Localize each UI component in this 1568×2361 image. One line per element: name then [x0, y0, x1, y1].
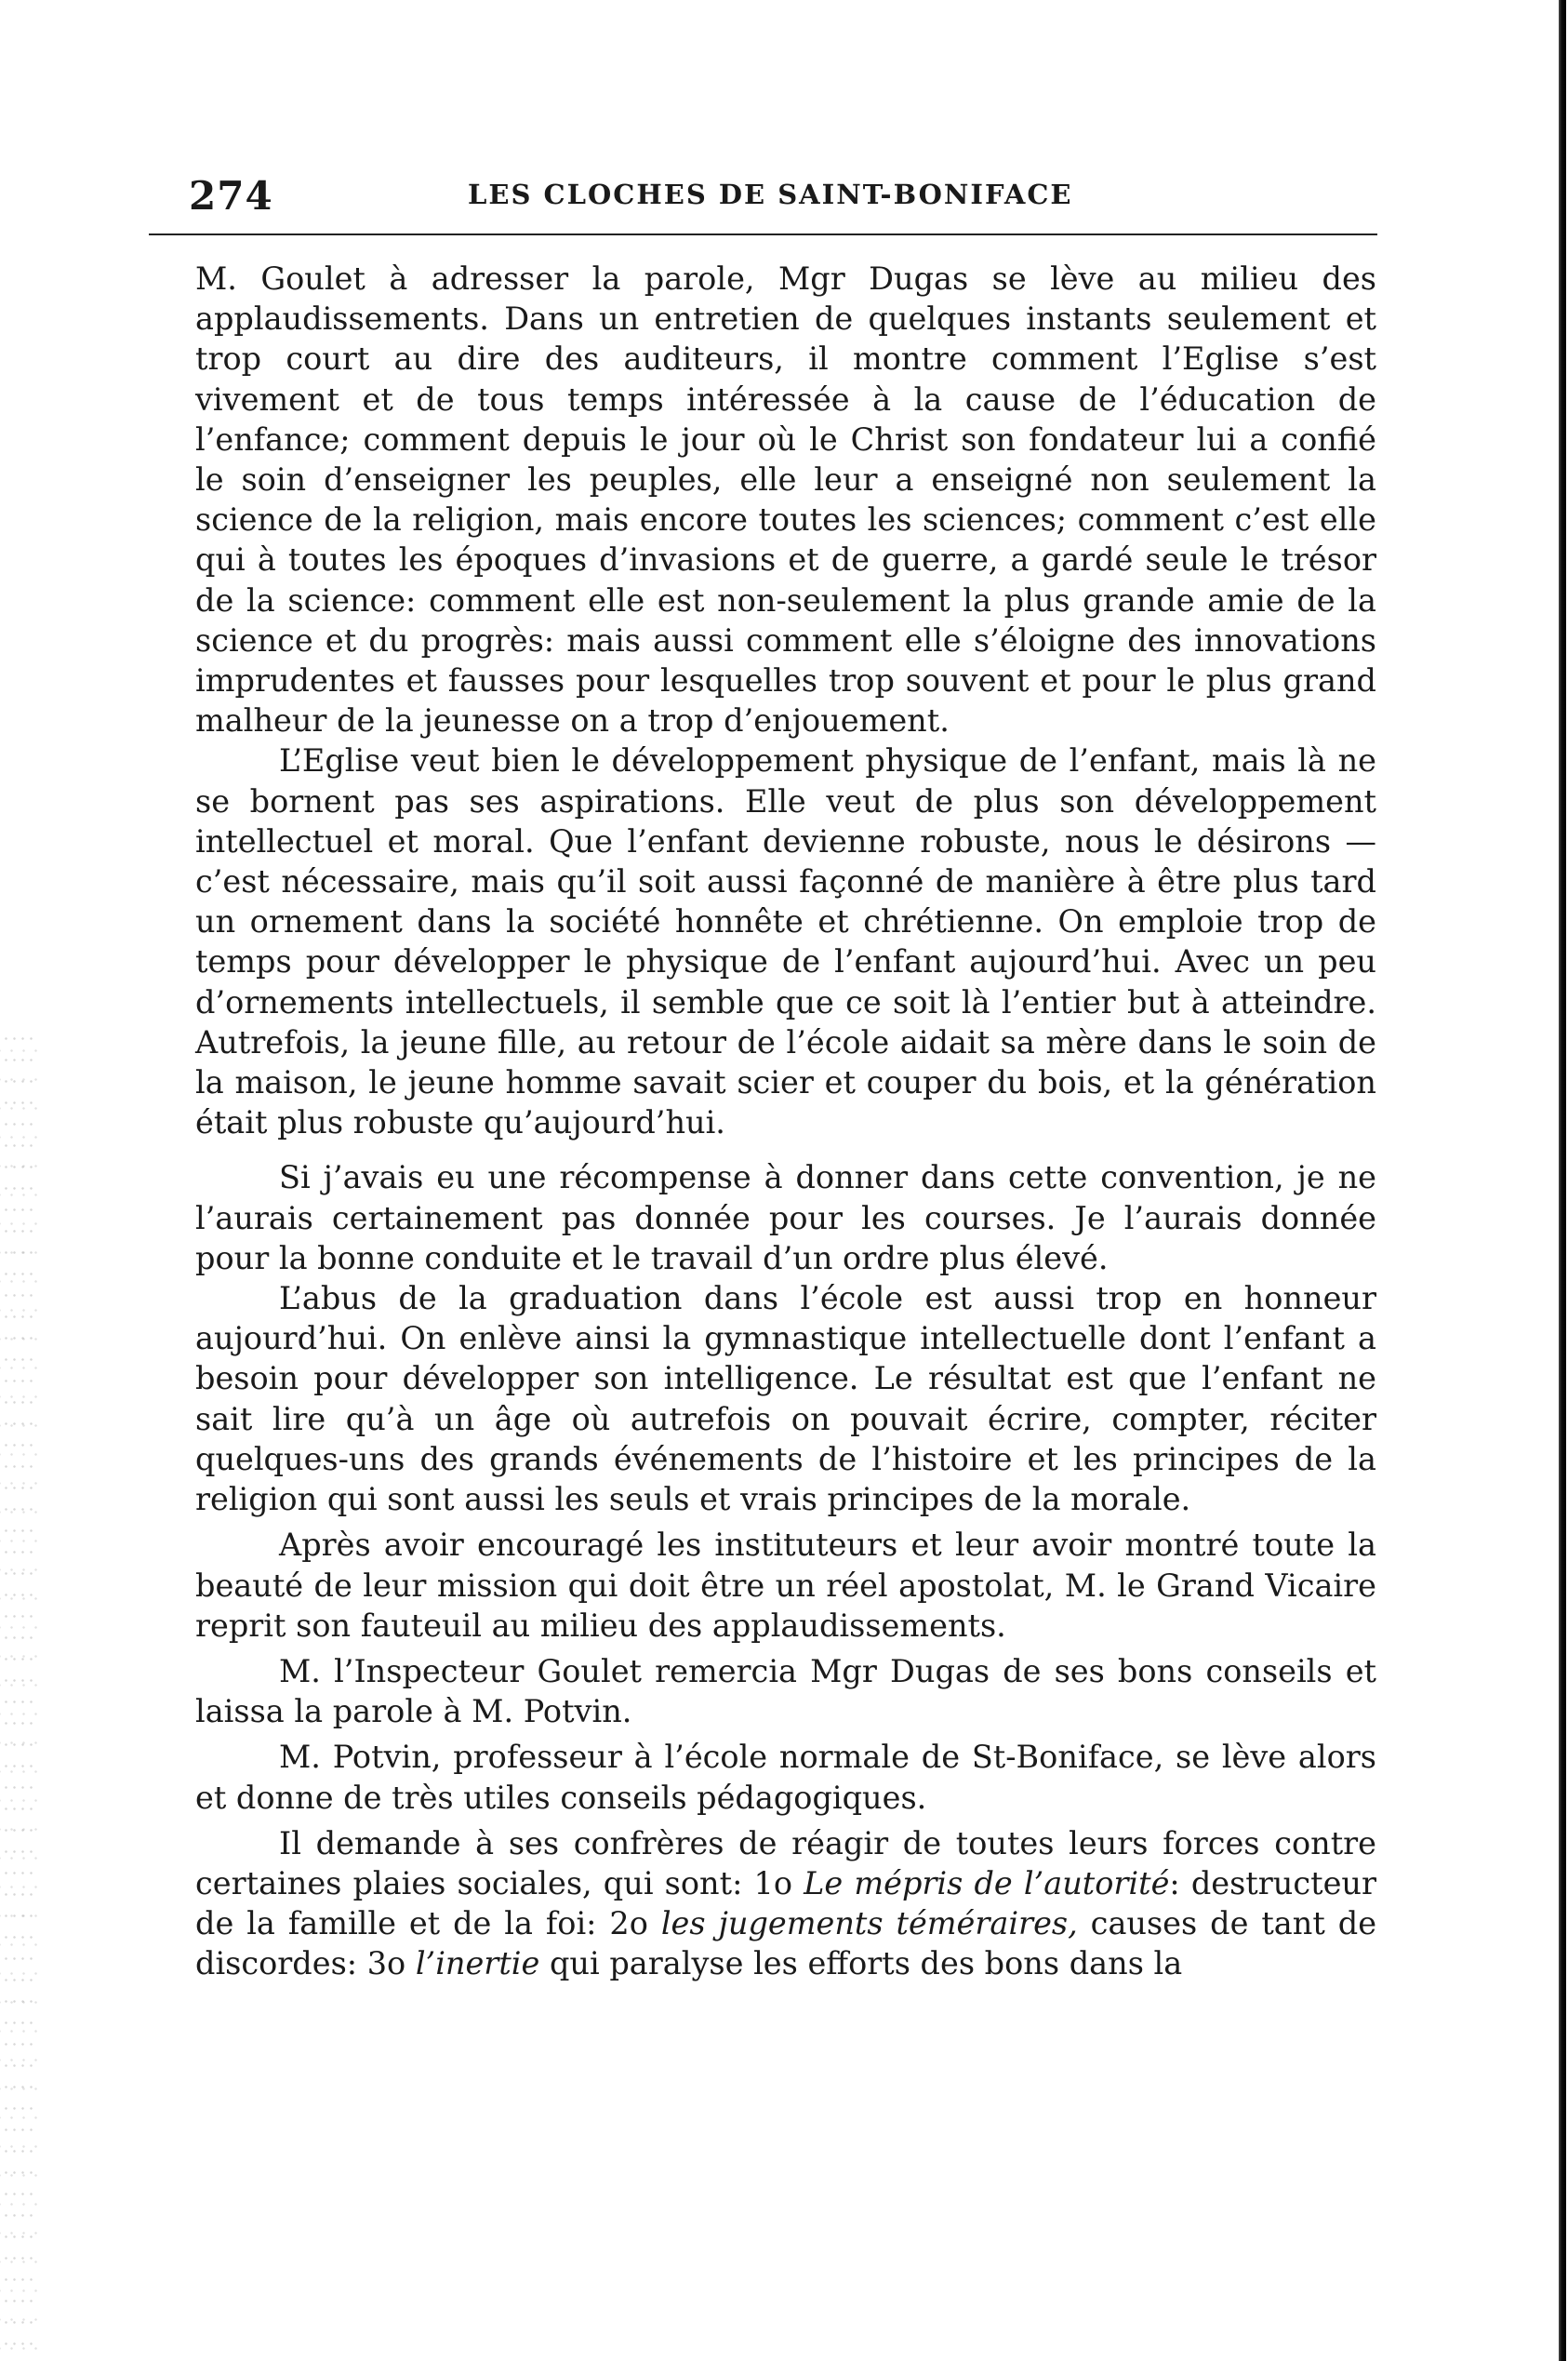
scan-noise [0, 1023, 37, 2361]
running-title: LES CLOCHES DE SAINT-BONIFACE [468, 179, 1073, 210]
paragraph-text: causes de tant de discordes: 3o [195, 1905, 1377, 1982]
paragraph [195, 1823, 1376, 1984]
emphasis-text: les jugements téméraires, [660, 1905, 1078, 1942]
emphasis-text: Le mépris de l’autorité [804, 1864, 1170, 1901]
paragraph: M. l’Inspecteur Goulet remercia Mgr Dugas de ses bons conseils et laissa la parole à M. Potvin. [195, 1652, 1376, 1730]
header-rule [149, 233, 1377, 235]
paragraph: L’abus de la graduation dans l’école est aussi trop en honneur aujourd’hui. On enlève ainsi la gymnastique intellectuelle dont l’enfant a besoin pour développer son intelligence. Le résultat est que l’enfant ne sait lire qu’à un âge où autrefois on pouvait écrire, compter, réciter quelques-uns des grands événements de l’histoire et les principes de la religion qui sont aussi les seuls et vrais principes de la morale. [195, 1280, 1376, 1518]
paragraph: M. Potvin, professeur à l’école normale de St-Boniface, se lève alors et donne de très utiles conseils pédagogiques. [195, 1739, 1376, 1816]
paragraph-text: Il demande à ses confrères de réagir de toutes leurs forces contre certaines plaies sociales, qui sont: 1o [195, 1824, 1376, 1901]
emphasis-text: l’inertie [415, 1945, 540, 1982]
paragraph: M. Goulet à adresser la parole, Mgr Dugas se lève au milieu des applaudissements. Dans un entretien de quelques instants seulement et trop court au dire des auditeurs, il montre comment l’Eglise s’est vivement et de tous temps intéressée à la cause de l’éducation de l’enfance; comment depuis le jour où le Christ son fondateur lui a confié le soin d’enseigner les peuples, elle leur a enseigné non seulement la science de la religion, mais encore toutes les sciences; comment c’est elle qui à toutes les époques d’invasions et de guerre, a gardé seule le trésor de la science: comment elle est non-seulement la plus grande amie de la science et du progrès: mais aussi comment elle s’éloigne des innovations imprudentes et fausses pour lesquelles trop souvent et pour le plus grand malheur de la jeunesse on a trop d’enjouement. [195, 260, 1376, 740]
paragraph-text: : destructeur de la famille et de la foi: 2o [195, 1864, 1376, 1942]
page-number: 274 [189, 173, 273, 219]
paragraph-text: qui paralyse les efforts des bons dans la [539, 1945, 1183, 1982]
page-edge-shadow [1559, 0, 1566, 2361]
page-header [189, 173, 1377, 220]
body-text [195, 259, 1376, 1984]
paragraph: Si j’avais eu une récompense à donner dans cette convention, je ne l’aurais certainement pas donnée pour les courses. Je l’aurais donnée pour la bonne conduite et le travail d’un ordre plus élevé. [195, 1159, 1376, 1276]
paragraph: L’Eglise veut bien le développement physique de l’enfant, mais là ne se bornent pas ses aspirations. Elle veut de plus son développement intellectuel et moral. Que l’enfant devienne robuste, nous le désirons — c’est nécessaire, mais qu’il soit aussi façonné de manière à être plus tard un ornement dans la société honnête et chrétienne. On emploie trop de temps pour développer le physique de l’enfant aujourd’hui. Avec un peu d’ornements intellectuels, il semble que ce soit là l’entier but à atteindre. Autrefois, la jeune fille, au retour de l’école aidait sa mère dans le soin de la maison, le jeune homme savait scier et couper du bois, et la génération était plus robuste qu’aujourd’hui. [195, 742, 1376, 1141]
paragraph: Après avoir encouragé les instituteurs et leur avoir montré toute la beauté de leur mission qui doit être un réel apostolat, M. le Grand Vicaire reprit son fauteuil au milieu des applaudissements. [195, 1527, 1376, 1644]
